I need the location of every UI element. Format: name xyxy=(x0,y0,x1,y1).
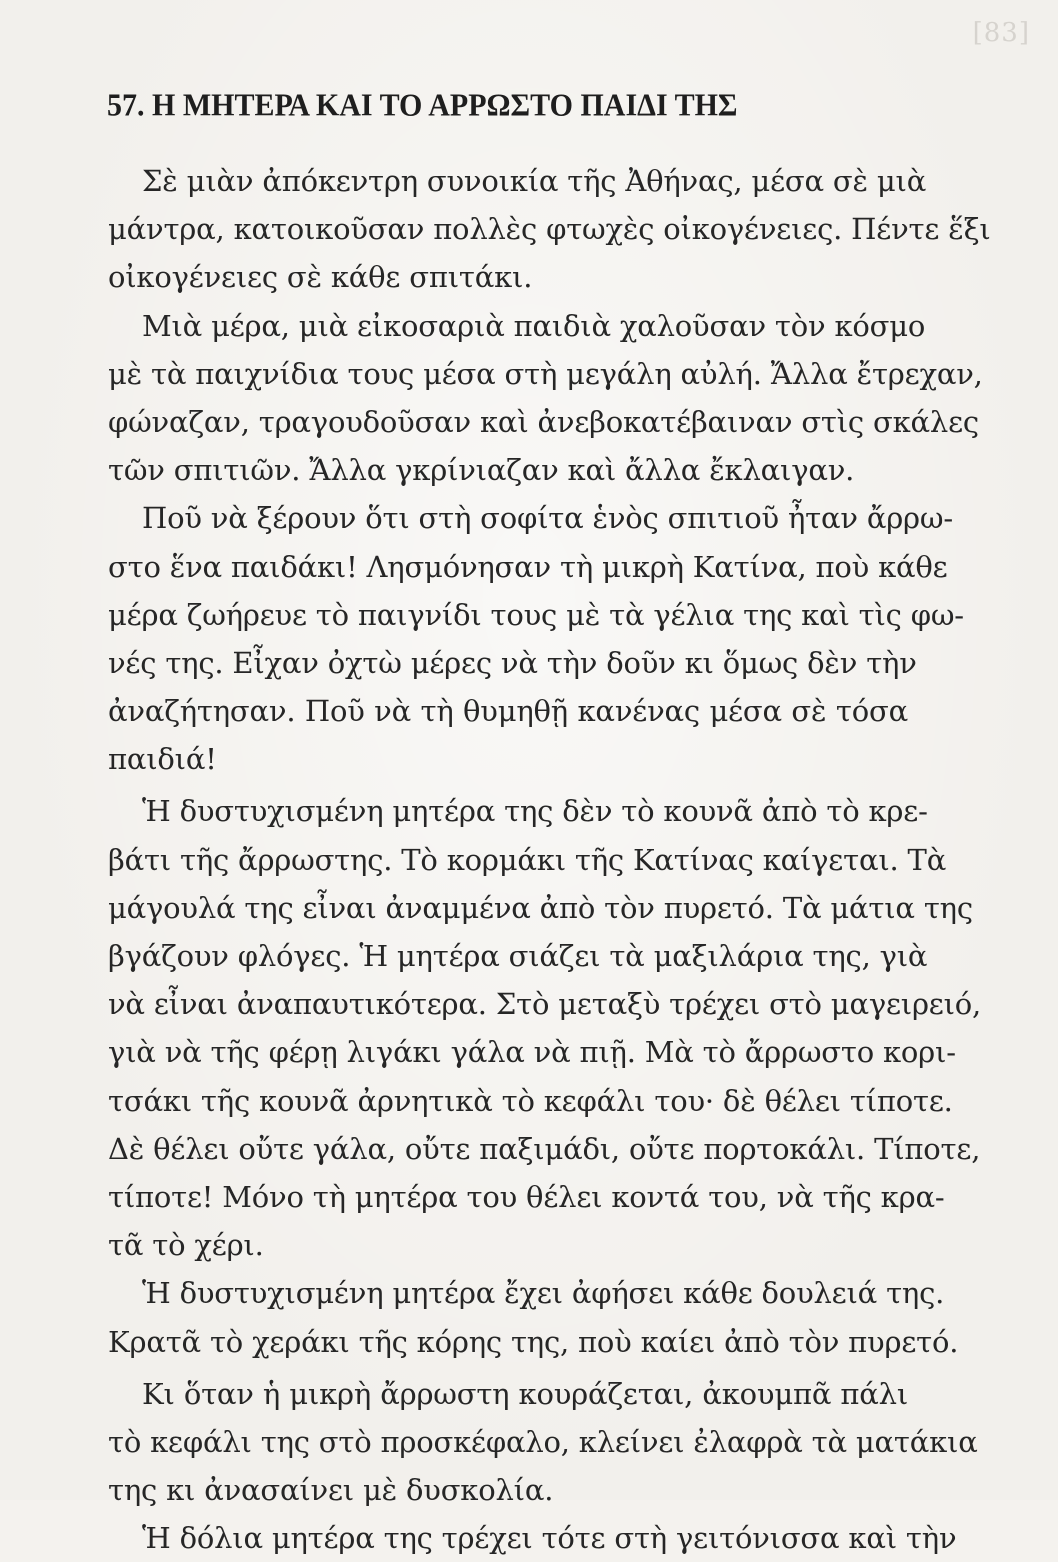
text-line: Κρατᾶ τὸ χεράκι τῆς κόρης της, ποὺ καίει ἀπὸ τὸν πυρετό. xyxy=(108,1324,959,1359)
text-line: μάγουλά της εἶναι ἀναμμένα ἀπὸ τὸν πυρετό. Τὰ μάτια της xyxy=(108,890,973,925)
body-text xyxy=(108,157,991,1562)
text-line: βγάζουν φλόγες. Ἡ μητέρα σιάζει τὰ μαξιλάρια της, γιὰ xyxy=(108,939,928,973)
text-line: νὰ εἶναι ἀναπαυτικότερα. Στὸ μεταξὺ τρέχει στὸ μαγειρειό, xyxy=(108,987,982,1022)
text-line: τῶν σπιτιῶν. Ἄλλα γκρίνιαζαν καὶ ἄλλα ἔκλαιγαν. xyxy=(108,453,855,488)
text-line: Μιὰ μέρα, μιὰ εἰκοσαριὰ παιδιὰ χαλοῦσαν τὸν κόσμο xyxy=(142,308,926,343)
text-line: Ἡ δόλια μητέρα της τρέχει τότε στὴ γειτόνισσα καὶ τὴν xyxy=(142,1521,957,1556)
text-line: Δὲ θέλει οὔτε γάλα, οὔτε παξιμάδι, οὔτε πορτοκάλι. Τίποτε, xyxy=(108,1131,981,1166)
text-line: φώναζαν, τραγουδοῦσαν καὶ ἀνεβοκατέβαιναν στὶς σκάλες xyxy=(108,404,979,439)
text-line: μὲ τὰ παιχνίδια τους μέσα στὴ μεγάλη αὐλή. Ἄλλα ἔτρεχαν, xyxy=(108,356,983,391)
text-line: παιδιά! xyxy=(108,742,217,777)
text-line: νές της. Εἶχαν ὀχτὼ μέρες νὰ τὴν δοῦν κι ὅμως δὲν τὴν xyxy=(108,645,917,680)
text-line: μάντρα, κατοικοῦσαν πολλὲς φτωχὲς οἰκογένειες. Πέντε ἕξι xyxy=(108,212,991,247)
text-line: τὸ κεφάλι της στὸ προσκέφαλο, κλείνει ἐλαφρὰ τὰ ματάκια xyxy=(108,1424,978,1459)
text-line: βάτι τῆς ἄρρωστης. Τὸ κορμάκι τῆς Κατίνας καίγεται. Τὰ xyxy=(108,842,947,877)
text-line: τίποτε! Μόνο τὴ μητέρα του θέλει κοντά του, νὰ τῆς κρα- xyxy=(108,1179,945,1214)
text-line: στο ἕνα παιδάκι! Λησμόνησαν τὴ μικρὴ Κατίνα, ποὺ κάθε xyxy=(108,549,948,584)
chapter-title: 57. Η ΜΗΤΕΡΑ ΚΑΙ ΤΟ ΑΡΡΩΣΤΟ ΠΑΙΔΙ ΤΗΣ xyxy=(107,88,738,123)
text-line: Σὲ μιὰν ἀπόκεντρη συνοικία τῆς Ἀθήνας, μέσα σὲ μιὰ xyxy=(142,164,927,198)
text-line: Ποῦ νὰ ξέρουν ὅτι στὴ σοφίτα ἑνὸς σπιτιοῦ ἦταν ἄρρω- xyxy=(142,501,953,536)
text-line: τσάκι τῆς κουνᾶ ἀρνητικὰ τὸ κεφάλι του· δὲ θέλει τίποτε. xyxy=(108,1083,953,1118)
text-line: οἰκογένειες σὲ κάθε σπιτάκι. xyxy=(108,260,533,295)
text-line: Ἡ δυστυχισμένη μητέρα ἔχει ἀφήσει κάθε δουλειά της. xyxy=(142,1276,945,1311)
text-line: ἀναζήτησαν. Ποῦ νὰ τὴ θυμηθῇ κανένας μέσα σὲ τόσα xyxy=(108,694,908,729)
text-line: γιὰ νὰ τῆς φέρῃ λιγάκι γάλα νὰ πιῇ. Μὰ τὸ ἄρρωστο κορι- xyxy=(108,1035,956,1070)
text-line: τᾶ τὸ χέρι. xyxy=(108,1228,264,1263)
text-line: Ἡ δυστυχισμένη μητέρα της δὲν τὸ κουνᾶ ἀπὸ τὸ κρε- xyxy=(142,794,928,829)
text-line: της κι ἀνασαίνει μὲ δυσκολία. xyxy=(108,1473,554,1508)
text-line: Κι ὅταν ἡ μικρὴ ἄρρωστη κουράζεται, ἀκουμπᾶ πάλι xyxy=(142,1376,908,1411)
text-line: μέρα ζωήρευε τὸ παιγνίδι τους μὲ τὰ γέλια της καὶ τὶς φω- xyxy=(108,597,964,632)
page-number: [83] xyxy=(972,18,1030,48)
